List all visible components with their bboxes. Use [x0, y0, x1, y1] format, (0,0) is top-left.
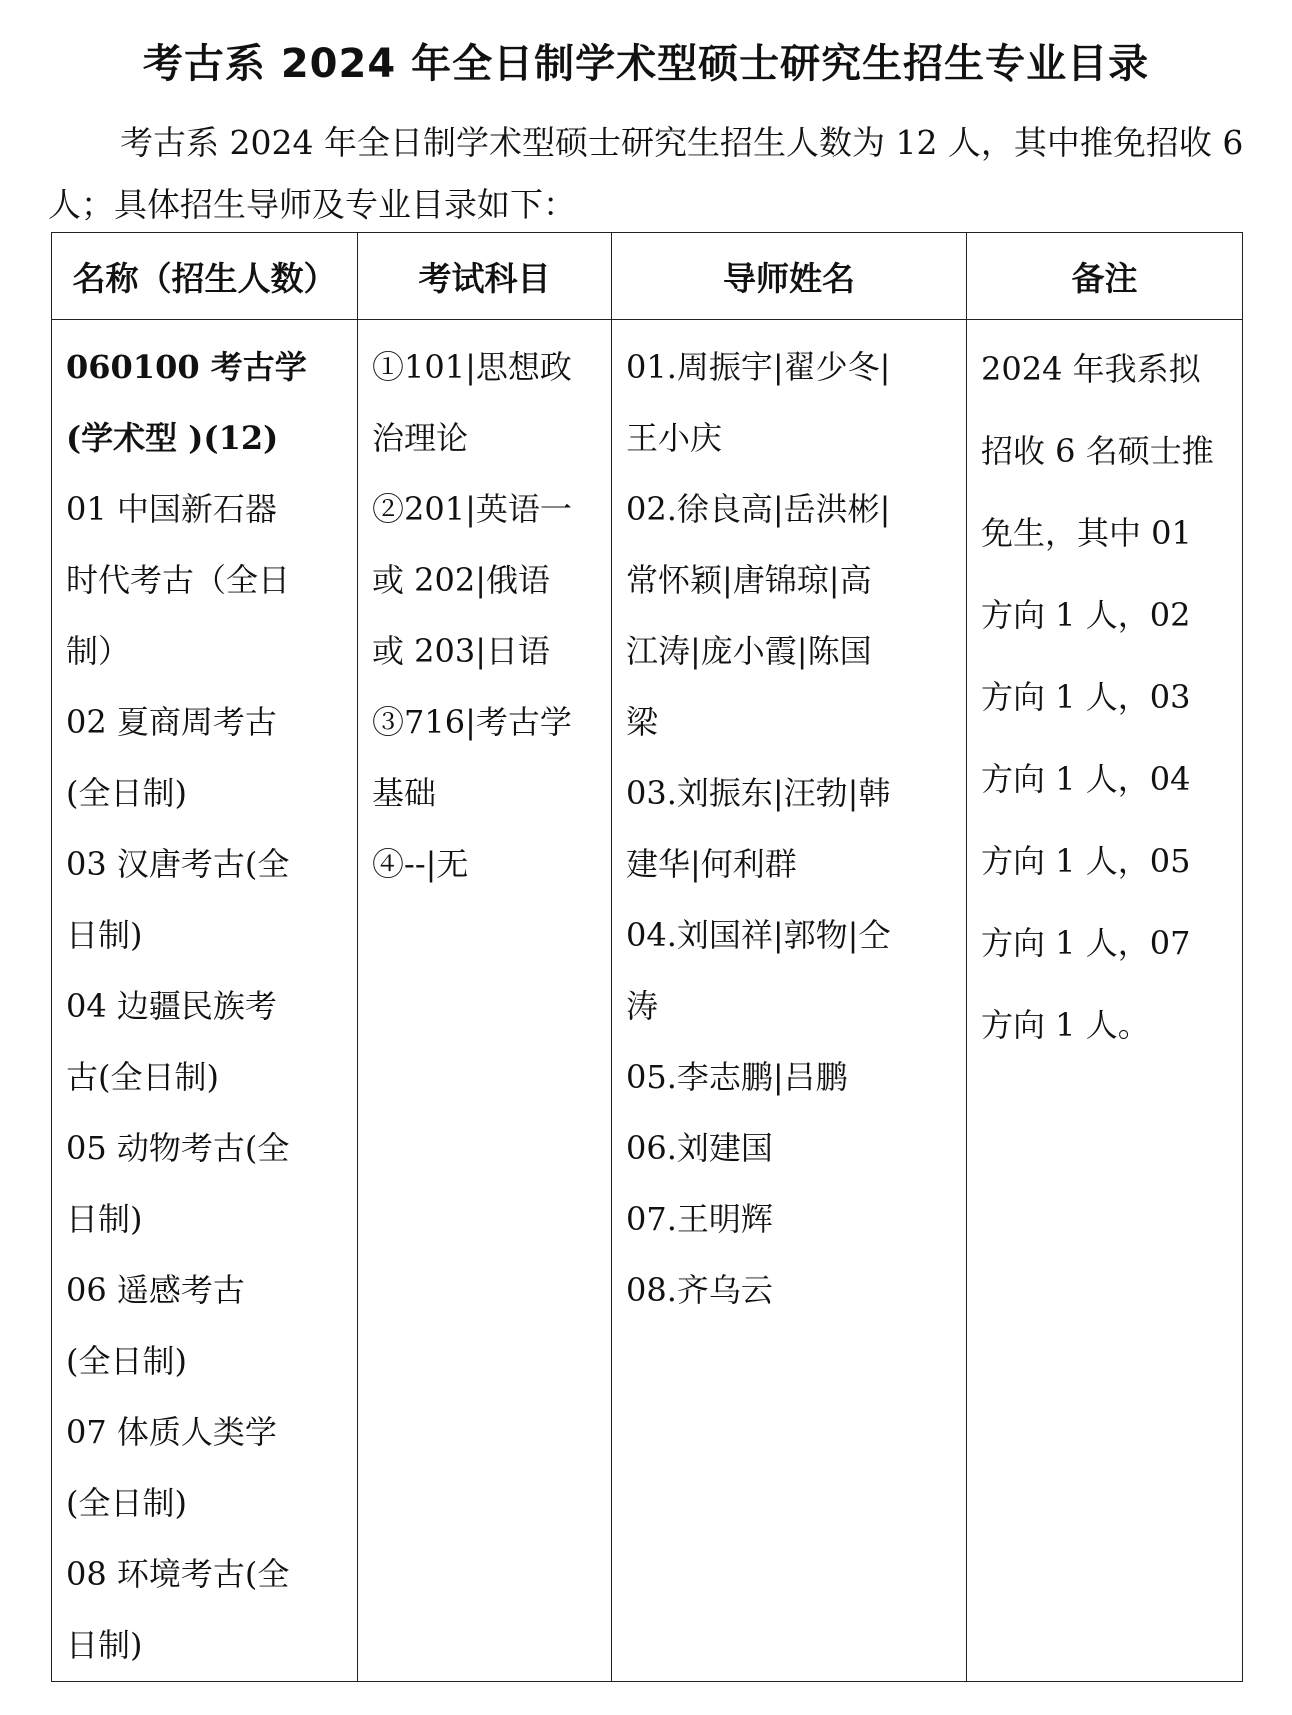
header-advisor: 导师姓名 [612, 233, 967, 320]
notes-line: 方向 1 人，05 [981, 842, 1191, 880]
exam-line: ④--|无 [372, 845, 469, 883]
notes-line: 方向 1 人。 [981, 1006, 1150, 1044]
name-line: 05 动物考古(全 [66, 1129, 290, 1167]
notes-line: 方向 1 人，02 [981, 596, 1191, 634]
advisor-line: 01.周振宇|翟少冬| [626, 348, 891, 386]
advisor-line: 02.徐良高|岳洪彬| [626, 490, 891, 528]
name-line: 02 夏商周考古 [66, 703, 277, 741]
name-line: (全日制) [66, 1484, 187, 1522]
notes-line: 方向 1 人，07 [981, 924, 1191, 962]
name-line: 06 遥感考古 [66, 1271, 245, 1309]
advisor-line: 04.刘国祥|郭物|仝 [626, 916, 891, 954]
name-cell [52, 320, 358, 1682]
name-line: 日制) [66, 1200, 143, 1238]
notes-cell [967, 320, 1243, 1682]
name-line: (学术型 )(12) [66, 419, 279, 457]
name-line: 03 汉唐考古(全 [66, 845, 290, 883]
header-exam: 考试科目 [358, 233, 612, 320]
exam-line: 或 202|俄语 [372, 561, 551, 599]
name-line: 04 边疆民族考 [66, 987, 277, 1025]
header-name: 名称（招生人数） [52, 233, 358, 320]
advisor-line: 06.刘建国 [626, 1129, 773, 1167]
name-line: (全日制) [66, 1342, 187, 1380]
notes-line: 2024 年我系拟 [981, 350, 1201, 388]
exam-line: 治理论 [372, 419, 469, 457]
exam-line: ③716|考古学 [372, 703, 572, 741]
exam-line: ①101|思想政 [372, 348, 572, 386]
intro-paragraph: 考古系 2024 年全日制学术型硕士研究生招生人数为 12 人，其中推免招收 6 人；具体招生导师及专业目录如下： [48, 123, 1244, 224]
table-row [52, 320, 1243, 1682]
exam-line: 基础 [372, 774, 437, 812]
exam-cell [358, 320, 612, 1682]
notes-line: 招收 6 名硕士推 [981, 432, 1214, 470]
name-line: 日制) [66, 916, 143, 954]
header-notes: 备注 [967, 233, 1243, 320]
name-line: 制） [66, 632, 131, 670]
notes-line: 方向 1 人，04 [981, 760, 1191, 798]
page-title: 考古系 2024 年全日制学术型硕士研究生招生专业目录 [142, 41, 1150, 87]
advisor-line: 常怀颖|唐锦琼|高 [626, 561, 872, 599]
advisor-line: 梁 [626, 703, 659, 741]
advisor-line: 江涛|庞小霞|陈国 [626, 632, 872, 670]
name-line: 07 体质人类学 [66, 1413, 277, 1451]
name-line: 古(全日制) [66, 1058, 219, 1096]
name-line: 时代考古（全日 [66, 561, 291, 599]
advisor-line: 建华|何利群 [626, 845, 797, 883]
notes-line: 免生，其中 01 [981, 514, 1192, 552]
advisor-line: 03.刘振东|汪勃|韩 [626, 774, 891, 812]
advisor-line: 王小庆 [626, 419, 723, 457]
advisor-line: 05.李志鹏|吕鹏 [626, 1058, 848, 1096]
notes-line: 方向 1 人，03 [981, 678, 1191, 716]
exam-line: 或 203|日语 [372, 632, 551, 670]
name-line: (全日制) [66, 774, 187, 812]
advisor-line: 07.王明辉 [626, 1200, 773, 1238]
name-line: 060100 考古学 [66, 348, 307, 386]
exam-line: ②201|英语一 [372, 490, 572, 528]
table-header-row [52, 233, 1243, 320]
advisor-line: 涛 [626, 987, 659, 1025]
advisor-line: 08.齐乌云 [626, 1271, 773, 1309]
name-line: 08 环境考古(全 [66, 1555, 290, 1593]
catalog-table [51, 232, 1243, 1682]
advisor-cell [612, 320, 967, 1682]
name-line: 日制) [66, 1626, 143, 1664]
name-line: 01 中国新石器 [66, 490, 277, 528]
